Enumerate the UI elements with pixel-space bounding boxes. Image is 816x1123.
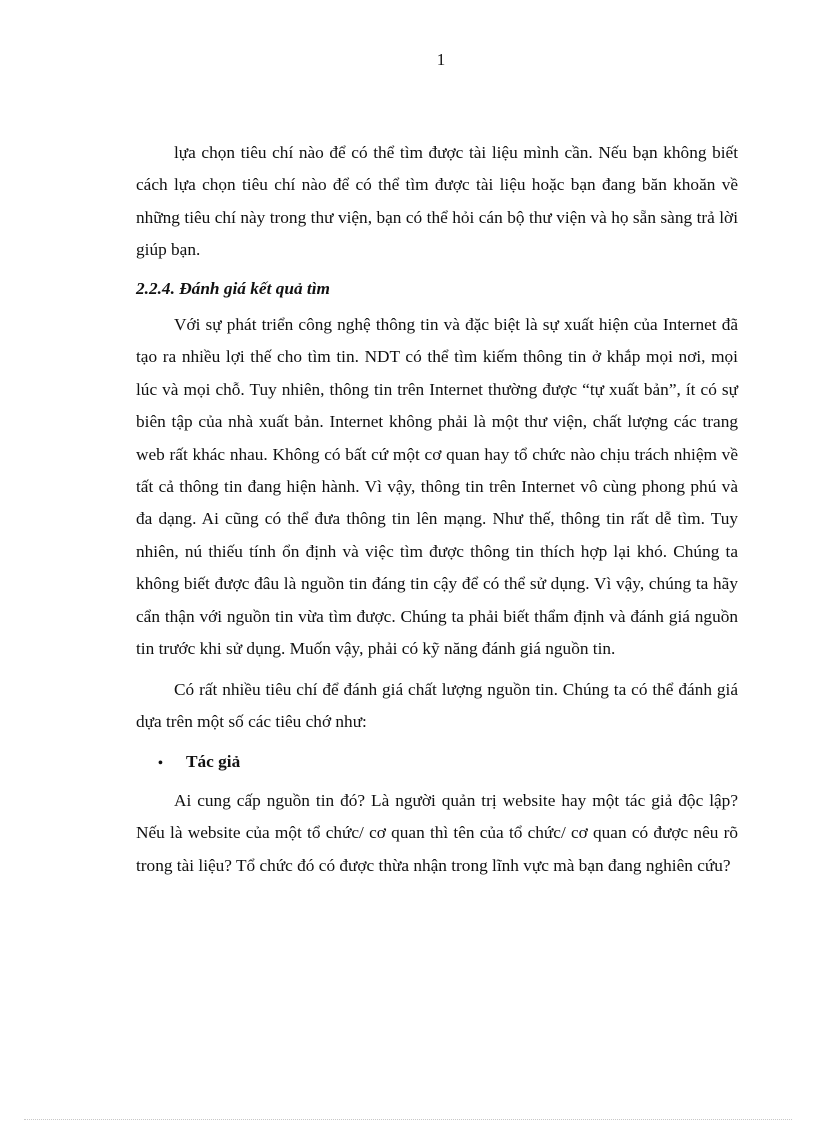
section-heading: 2.2.4. Đánh giá kết quả tìm	[136, 278, 330, 298]
paragraph-criteria-intro: Có rất nhiều tiêu chí để đánh giá chất lượng nguồn tin. Chúng ta có thể đánh giá dựa trên một số các tiêu chớ như:	[136, 679, 738, 731]
document-body	[136, 137, 738, 882]
page-number: 1	[436, 50, 446, 69]
bullet-label: Tác giả	[186, 752, 241, 772]
bullet-item-author	[136, 746, 738, 780]
page-bottom-divider	[24, 1119, 792, 1120]
paragraph-criteria-selection: lựa chọn tiêu chí nào để có thể tìm được tài liệu mình cần. Nếu bạn không biết cách lựa chọn tiêu chí nào để có thể tìm được tài liệu hoặc bạn đang băn khoăn về những tiêu chí này trong thư viện, bạn có thể hỏi cán bộ thư viện và họ sẵn sàng trả lời giúp bạn.	[136, 143, 738, 260]
bullet-icon: •	[158, 756, 163, 772]
paragraph-internet-evaluation: Với sự phát triển công nghệ thông tin và đặc biệt là sự xuất hiện của Internet đã tạo ra nhiều lợi thế cho tìm tin. NDT có thể tìm kiếm thông tin ở khắp mọi nơi, mọi lúc và mọi chỗ. Tuy nhiên, thông tin trên Internet thường được “tự xuất bản”, ít có sự biên tập của nhà xuất bản. Internet không phải là một thư viện, chất lượng các trang web rất khác nhau. Không có bất cứ một cơ quan hay tổ chức nào chịu trách nhiệm về tất cả thông tin đang hiện hành. Vì vậy, thông tin trên Internet vô cùng phong phú và đa dạng. Ai cũng có thể đưa thông tin lên mạng. Như thế, thông tin rất dễ tìm. Tuy nhiên, nú thiếu tính ổn định và việc tìm được thông tin thích hợp lại khó. Chúng ta không biết được đâu là nguồn tin đáng tin cậy để có thể sử dụng. Vì vậy, chúng ta hãy cẩn thận với nguồn tin vừa tìm được. Chúng ta phải biết thẩm định và đánh giá nguồn tin trước khi sử dụng. Muốn vậy, phải có kỹ năng đánh giá nguồn tin.	[136, 315, 738, 659]
paragraph-author-questions: Ai cung cấp nguồn tin đó? Là người quản trị website hay một tác giả độc lập? Nếu là website của một tổ chức/ cơ quan thì tên của tổ chức/ cơ quan có được nêu rõ trong tài liệu? Tổ chức đó có được thừa nhận trong lĩnh vực mà bạn đang nghiên cứu?	[136, 790, 738, 875]
